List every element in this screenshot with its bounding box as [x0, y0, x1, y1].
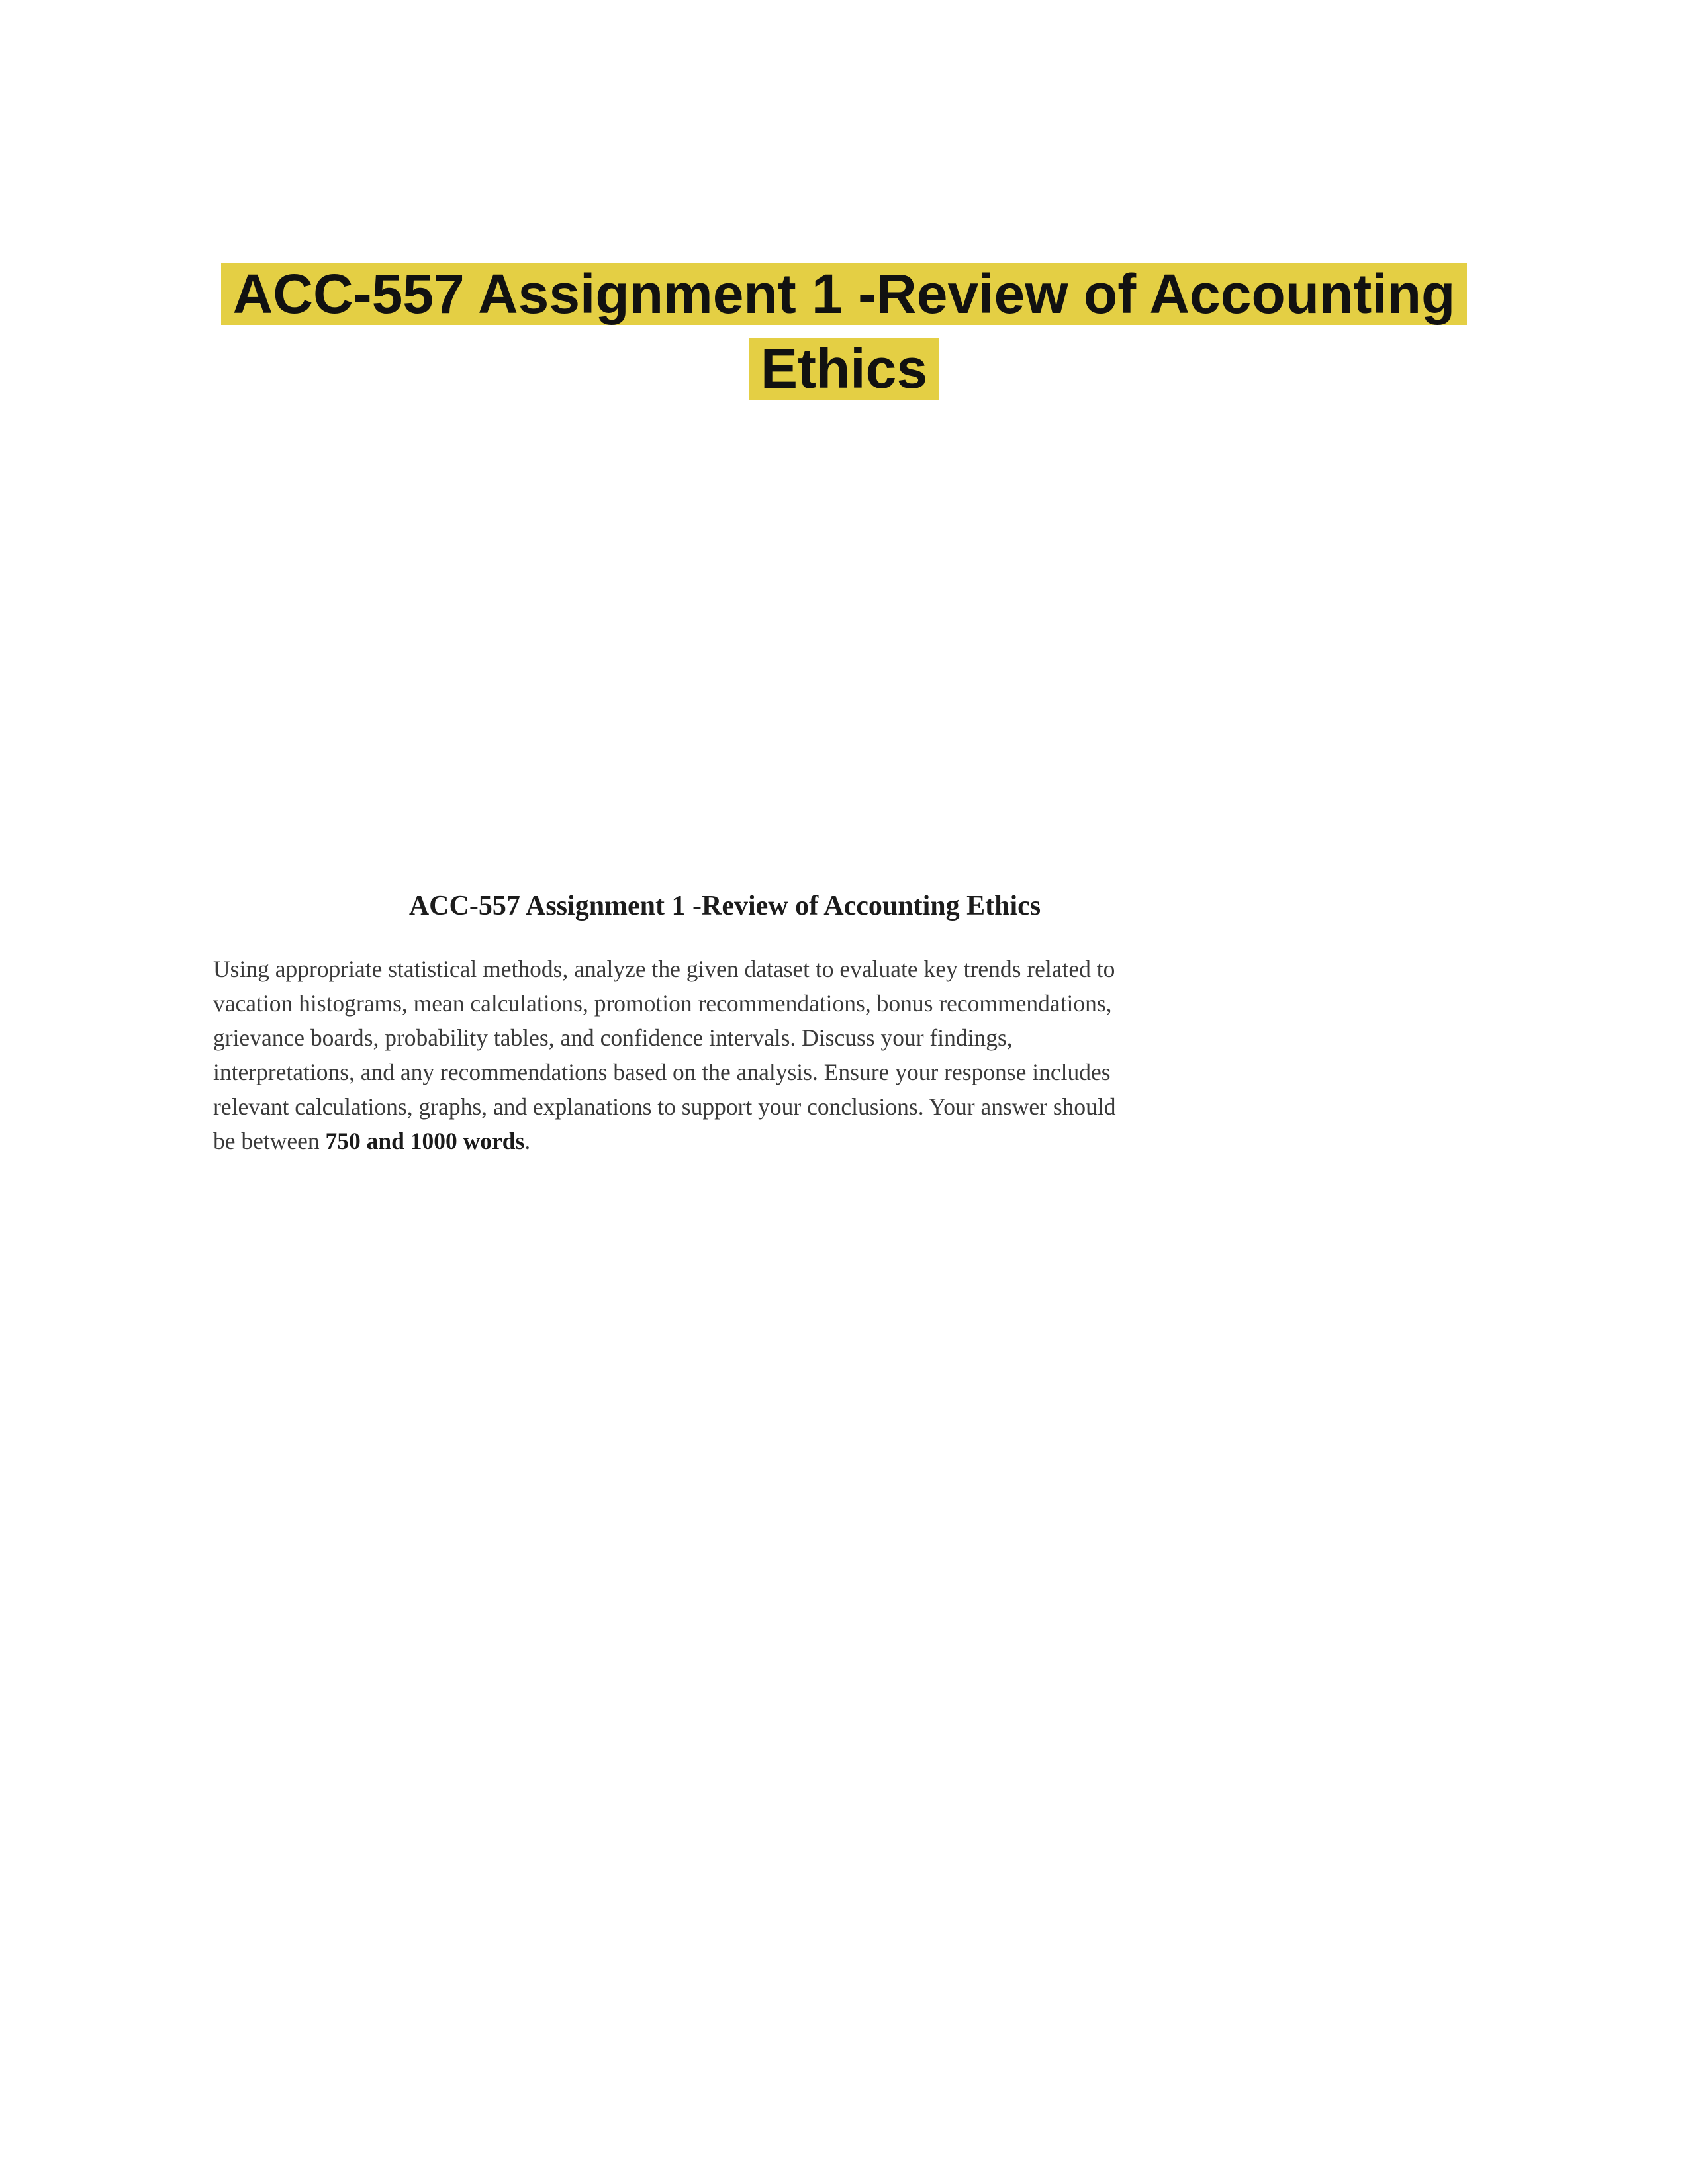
word-count-requirement: 750 and 1000 words: [325, 1128, 525, 1154]
page-title-block: [0, 257, 1688, 406]
body-line-last: [213, 1124, 1246, 1158]
last-line-suffix: .: [524, 1128, 531, 1154]
body-line: Using appropriate statistical methods, analyze the given dataset to evaluate key trends related to: [213, 956, 1115, 982]
body-line: relevant calculations, graphs, and explanations to support your conclusions. Your answer should: [213, 1093, 1116, 1120]
embedded-assignment-image: [199, 877, 1251, 1181]
page-title-line-2: Ethics: [749, 338, 939, 400]
body-line: grievance boards, probability tables, and confidence intervals. Discuss your findings,: [213, 1024, 1013, 1051]
body-line: vacation histograms, mean calculations, promotion recommendations, bonus recommendations,: [213, 990, 1112, 1017]
embedded-heading: ACC-557 Assignment 1 -Review of Accounting Ethics: [408, 891, 1041, 921]
embedded-body-text: [213, 952, 1246, 1158]
last-line-prefix: be between: [213, 1128, 326, 1154]
page-title: [0, 257, 1688, 406]
body-line: interpretations, and any recommendations based on the analysis. Ensure your response includes: [213, 1059, 1111, 1085]
page-title-line-1: ACC-557 Assignment 1 -Review of Accounting: [221, 263, 1468, 325]
